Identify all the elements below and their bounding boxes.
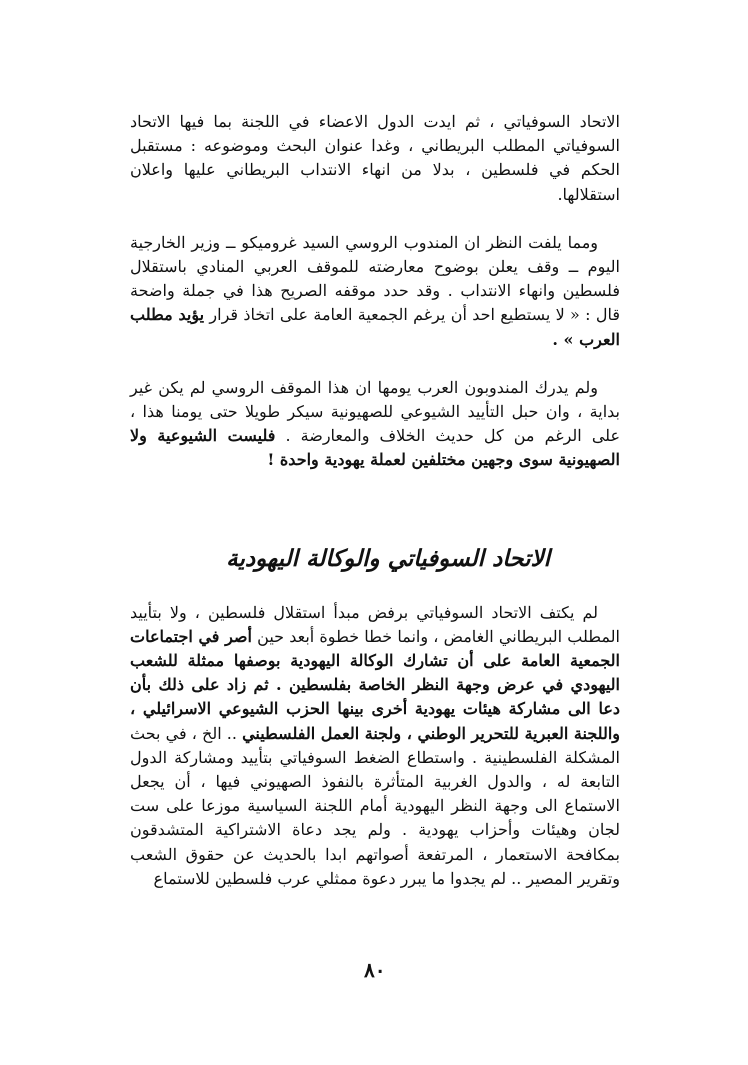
page-number: ٨٠ — [364, 958, 386, 982]
paragraph-3 — [130, 376, 620, 473]
paragraph-4-text-a: لم يكتف الاتحاد السوفياتي برفض مبدأ استقلال فلسطين ، ولا بتأييد المطلب البريطاني الغامض ، وانما خطا خطوة أبعد حين — [130, 602, 620, 646]
paragraph-4-text-b: .. الخ ، في بحث المشكلة الفلسطينية . واستطاع الضغط السوفياتي بتأييد ومشاركة الدول التابعة له ، والدول الغربية المتأثرة بالنفوذ الصهيوني فيها ، أن يجعل الاستماع الى وجهة النظر اليهودية أمام اللجنة السياسية موزعا على ست لجان وهيئات وأحزاب يهودية . ولم يجد دعاة الاشتراكية المتشدقون بمكافحة الاستعمار ، المرتفعة أصواتهم ابدا بالحديث عن حقوق الشعب وتقرير المصير .. لم يجدوا ما يبرر دعوة ممثلي عرب فلسطين للاستماع — [130, 723, 621, 888]
paragraph-2-bold-text: يؤيد مطلب العرب » . — [130, 305, 620, 349]
paragraph-3-bold-text: فليست الشيوعية ولا الصهيونية سوى وجهين مختلفين لعملة يهودية واحدة ! — [130, 426, 620, 470]
paragraph-4 — [130, 601, 620, 891]
paragraph-2-text: ومما يلفت النظر ان المندوب الروسي السيد غروميكو ــ وزير الخارجية اليوم ــ وقف يعلن بوضوح معارضته للموقف العربي المنادي باستقلال فلسطين وانهاء الانتداب . وقد حدد موقفه الصريح هذا في جملة واضحة قال : « لا يستطيع احد أن يرغم الجمعية العامة على اتخاذ قرار — [130, 232, 621, 325]
paragraph-2 — [130, 231, 620, 352]
paragraph-1 — [130, 110, 620, 207]
section-heading: الاتحاد السوفياتي والوكالة اليهودية — [226, 544, 550, 572]
paragraph-4-bold-text: أصر في اجتماعات الجمعية العامة على أن تشارك الوكالة اليهودية بوصفها ممثلة للشعب اليهودي في عرض وجهة النظر الخاصة بفلسطين . ثم زاد على ذلك بأن دعا الى مشاركة هيئات يهودية أخرى بينها الحزب الشيوعي الاسرائيلي ، واللجنة العبرية للتحرير الوطني ، ولجنة العمل الفلسطيني — [130, 626, 621, 743]
paragraph-3-text: ولم يدرك المندوبون العرب يومها ان هذا الموقف الروسي لم يكن غير بداية ، وان حبل التأييد الشيوعي للصهيونية سيكر طويلا حتى يومنا هذا ، على الرغم من كل حديث الخلاف والمعارضة . — [130, 377, 621, 446]
paragraph-1-text: الاتحاد السوفياتي ، ثم ايدت الدول الاعضاء في اللجنة بما فيها الاتحاد السوفياتي المطلب البريطاني ، وغدا عنوان البحث وموضوعه : مستقبل الحكم في فلسطين ، بدلا من انهاء الانتداب البريطاني عليها واعلان استقلالها. — [130, 112, 621, 204]
page-body — [130, 110, 620, 891]
